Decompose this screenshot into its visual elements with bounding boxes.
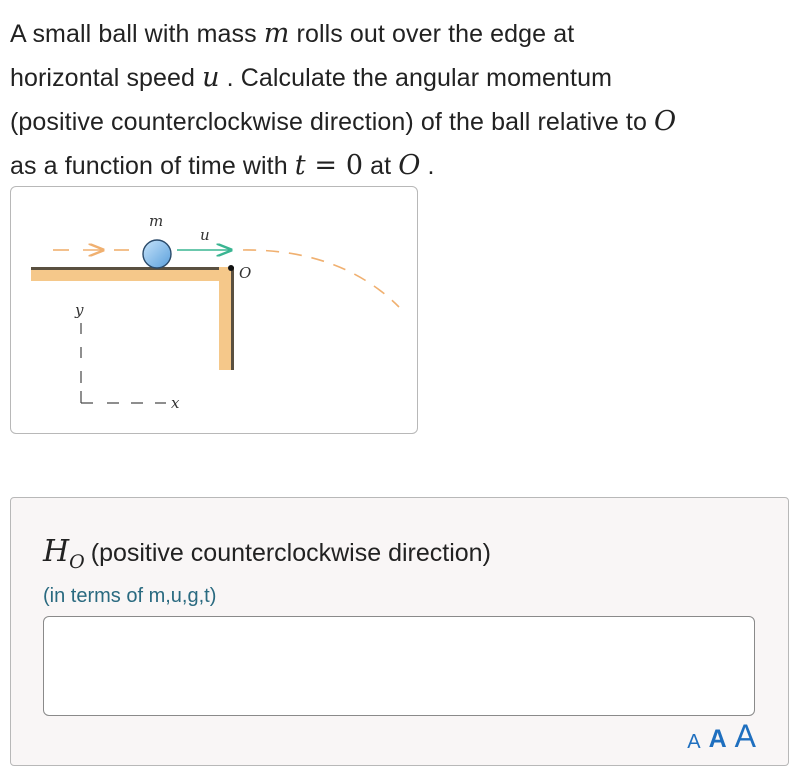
parabolic-trajectory: [243, 250, 399, 307]
origin-variable: O: [654, 106, 677, 137]
y-axis: [74, 301, 84, 403]
font-size-controls: [687, 720, 756, 752]
font-size-small-button[interactable]: A: [687, 731, 701, 753]
origin-label: O: [239, 264, 252, 282]
problem-figure: [10, 186, 418, 434]
question-line-3: (positive counterclockwise direction) of the ball relative to O: [10, 106, 677, 137]
x-axis: [81, 394, 180, 412]
x-axis-label: x: [171, 394, 180, 412]
question-line-2: horizontal speed u . Calculate the angular momentum: [10, 62, 612, 93]
angular-momentum-subscript: O: [69, 551, 85, 573]
y-axis-label: y: [75, 301, 84, 319]
time-variable: t: [294, 150, 306, 181]
question-line-4: as a function of time with t = 0 at O .: [10, 150, 435, 181]
ball: [143, 240, 171, 268]
ledge: [31, 267, 234, 370]
origin-variable-2: O: [398, 150, 421, 181]
answer-hint: (in terms of m,u,g,t): [43, 585, 217, 607]
speed-label: u: [200, 226, 210, 244]
question-line-1: A small ball with mass m rolls out over the edge at: [10, 18, 575, 49]
font-size-medium-button[interactable]: A: [708, 725, 727, 753]
font-size-large-button[interactable]: A: [734, 718, 756, 754]
mass-label: m: [149, 212, 164, 230]
speed-variable: u: [202, 62, 220, 93]
question-text: [10, 12, 790, 188]
origin-point: [228, 265, 234, 271]
angular-momentum-symbol: H: [43, 534, 70, 569]
answer-input[interactable]: [43, 616, 755, 716]
answer-label: $H_O$ (positive counterclockwise direction): [43, 534, 491, 573]
answer-panel: [10, 497, 789, 766]
ledge-diagram: [11, 187, 417, 433]
mass-variable: m: [263, 18, 290, 49]
